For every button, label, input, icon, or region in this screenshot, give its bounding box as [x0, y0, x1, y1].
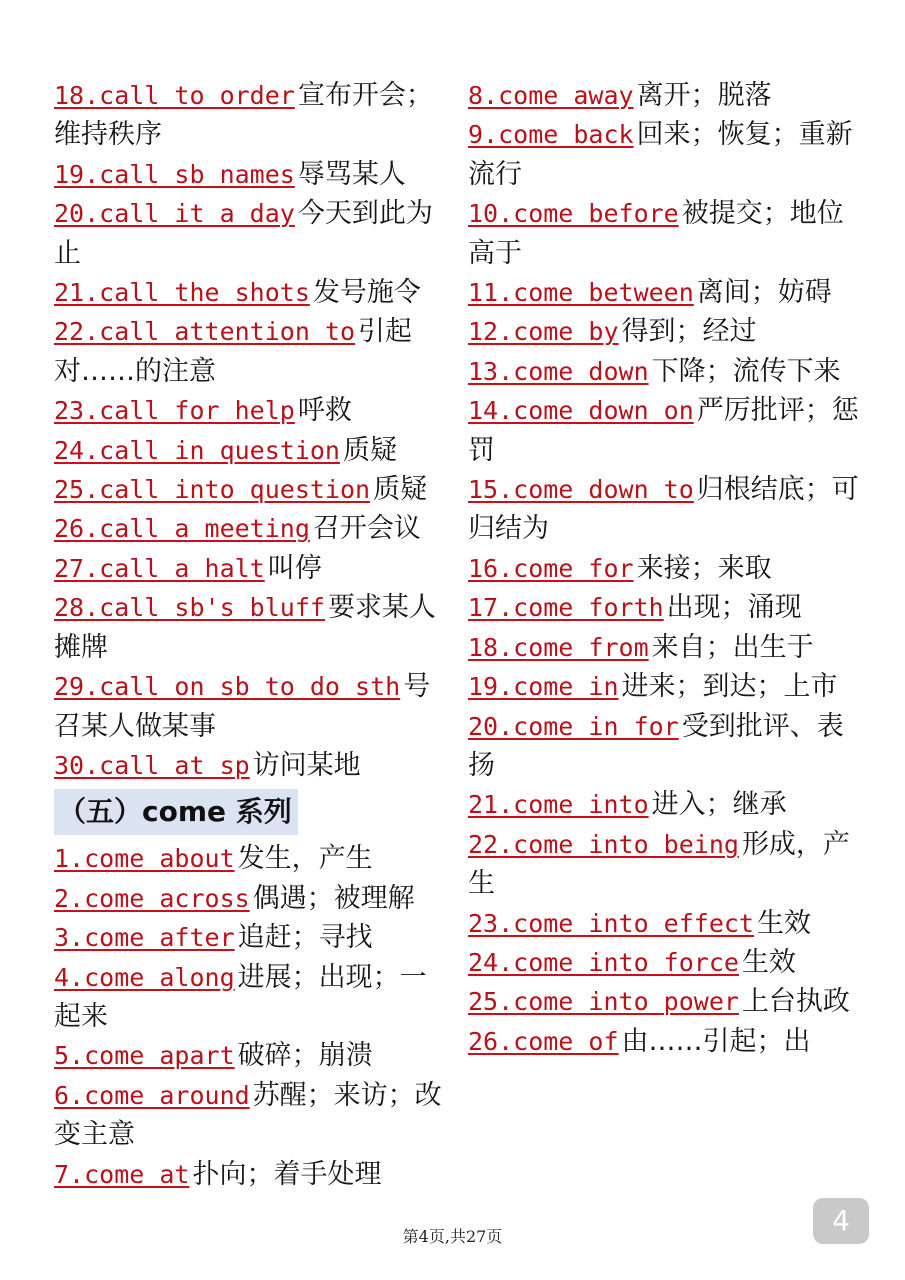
vocab-phrase: 3.come after [54, 923, 235, 953]
vocab-phrase: 13.come down [468, 356, 649, 386]
vocab-phrase: 11.come between [468, 278, 694, 308]
vocab-phrase: 10.come before [468, 199, 679, 229]
vocab-entry [468, 588, 860, 627]
section-heading-wrap [54, 785, 446, 839]
vocab-entry [54, 588, 446, 667]
vocab-entry [54, 391, 446, 430]
vocab-meaning: 生效 [741, 946, 796, 978]
page-footer: 第4页,共27页 [402, 1227, 503, 1246]
vocab-entry [468, 549, 860, 588]
section-heading: （五）come 系列 [54, 789, 298, 835]
vocab-meaning: 进展；出现；一起来 [54, 961, 427, 1032]
vocab-meaning: 出现；涌现 [666, 592, 802, 624]
vocab-entry [54, 76, 446, 155]
vocab-meaning: 严厉批评；惩罚 [468, 395, 859, 466]
vocab-meaning: 辱骂某人 [297, 158, 406, 190]
vocab-meaning: 叫停 [267, 552, 322, 584]
vocab-entry [54, 918, 446, 957]
vocab-phrase: 21.call the shots [54, 278, 310, 308]
vocab-phrase: 20.come in for [468, 711, 679, 741]
vocab-entry [54, 470, 446, 509]
vocab-entry [54, 273, 446, 312]
vocab-meaning: 追赶；寻找 [237, 922, 373, 954]
vocab-entry [468, 312, 860, 351]
vocab-phrase: 18.call to order [54, 81, 295, 110]
vocab-phrase: 27.call a halt [54, 553, 265, 583]
vocab-phrase: 22.come into being [468, 829, 739, 859]
vocab-meaning: 偶遇；被理解 [252, 882, 415, 914]
vocab-entry [54, 1036, 446, 1075]
vocab-entry [468, 707, 860, 786]
vocab-phrase: 23.call for help [54, 396, 295, 426]
vocab-meaning: 呼救 [297, 395, 352, 427]
vocab-entry [468, 982, 860, 1021]
vocab-phrase: 12.come by [468, 317, 619, 347]
vocab-entry [468, 1022, 860, 1061]
vocab-entry [54, 1076, 446, 1155]
vocab-entry [54, 155, 446, 194]
vocab-entry [54, 509, 446, 548]
vocab-entry [468, 825, 860, 904]
vocab-entry [468, 273, 860, 312]
vocab-phrase: 2.come across [54, 883, 250, 913]
vocab-meaning: 来自；出生于 [651, 631, 814, 663]
vocab-entry [468, 352, 860, 391]
vocab-phrase: 6.come around [54, 1080, 250, 1110]
vocab-meaning: 召开会议 [312, 513, 421, 545]
vocab-meaning: 破碎；崩溃 [237, 1040, 373, 1072]
page-number-badge: 4 [813, 1198, 869, 1244]
vocab-entry [468, 194, 860, 273]
vocab-phrase: 22.call attention to [54, 317, 356, 347]
vocab-phrase: 16.come for [468, 553, 634, 583]
vocab-entry [468, 76, 860, 115]
vocab-entry [54, 667, 446, 746]
vocab-meaning: 得到；经过 [621, 316, 757, 348]
vocab-phrase: 7.come at [54, 1159, 190, 1189]
vocab-phrase: 15.come down to [468, 475, 694, 505]
vocab-entry [54, 839, 446, 878]
vocab-phrase: 19.call sb names [54, 159, 295, 189]
vocab-phrase: 26.call a meeting [54, 514, 310, 544]
vocab-meaning: 引起对……的注意 [54, 316, 413, 387]
vocab-entry [54, 879, 446, 918]
vocab-meaning: 质疑 [342, 434, 397, 466]
vocab-meaning: 回来；恢复；重新流行 [468, 119, 853, 190]
vocab-phrase: 8.come away [468, 81, 634, 110]
vocab-phrase: 19.come in [468, 672, 619, 702]
vocab-phrase: 5.come apart [54, 1041, 235, 1071]
vocab-entry [54, 431, 446, 470]
vocab-meaning: 归根结底；可归结为 [468, 474, 859, 545]
vocab-phrase: 26.come of [468, 1026, 619, 1056]
vocab-meaning: 进来；到达；上市 [621, 671, 838, 703]
vocab-meaning: 被提交；地位高于 [468, 198, 844, 269]
vocab-phrase: 18.come from [468, 632, 649, 662]
vocab-meaning: 发生，产生 [237, 843, 373, 875]
vocab-meaning: 访问某地 [252, 749, 361, 781]
vocab-phrase: 20.call it a day [54, 199, 295, 229]
vocab-entry [54, 549, 446, 588]
come-phrase-list-right [468, 76, 860, 1061]
vocab-meaning: 由……引起；出 [621, 1025, 811, 1057]
come-phrase-list-left [54, 839, 446, 1194]
vocab-phrase: 24.call in question [54, 435, 340, 465]
vocab-meaning: 发号施令 [312, 277, 421, 309]
vocab-entry [468, 667, 860, 706]
vocab-meaning: 下降；流传下来 [651, 355, 841, 387]
vocab-meaning: 质疑 [373, 474, 428, 506]
vocab-phrase: 21.come into [468, 790, 649, 820]
vocab-meaning: 上台执政 [741, 986, 850, 1018]
vocab-meaning: 进入；继承 [651, 789, 787, 821]
vocab-entry [54, 312, 446, 391]
vocab-meaning: 离间；妨碍 [696, 277, 832, 309]
vocab-phrase: 23.come into effect [468, 908, 754, 938]
vocab-phrase: 1.come about [54, 844, 235, 874]
vocab-meaning: 宣布开会；维持秩序 [54, 80, 433, 151]
left-column [54, 76, 446, 1194]
vocab-entry [54, 194, 446, 273]
vocab-entry [468, 470, 860, 549]
vocab-meaning: 离开；脱落 [636, 80, 772, 111]
vocab-entry [468, 943, 860, 982]
vocab-meaning: 形成，产生 [468, 828, 850, 900]
vocab-entry [54, 958, 446, 1037]
vocab-entry [468, 628, 860, 667]
vocab-phrase: 25.call into question [54, 475, 371, 505]
vocab-entry [468, 785, 860, 824]
vocab-phrase: 24.come into force [468, 947, 739, 977]
vocab-phrase: 14.come down on [468, 396, 694, 426]
vocab-meaning: 号召某人做某事 [54, 671, 431, 742]
vocab-entry [54, 746, 446, 785]
vocab-entry [468, 391, 860, 470]
vocab-meaning: 今天到此为止 [54, 198, 433, 269]
vocab-entry [54, 1155, 446, 1194]
right-column [468, 76, 860, 1061]
vocab-phrase: 17.come forth [468, 593, 664, 623]
call-phrase-list [54, 76, 446, 785]
vocab-phrase: 28.call sb's bluff [54, 593, 325, 623]
vocab-meaning: 苏醒；来访；改变主意 [54, 1079, 442, 1151]
vocab-meaning: 要求某人摊牌 [54, 592, 436, 663]
vocab-phrase: 29.call on sb to do sth [54, 672, 401, 702]
vocab-meaning: 生效 [756, 907, 811, 939]
vocab-meaning: 来接；来取 [636, 552, 772, 584]
vocab-meaning: 受到批评、表扬 [468, 710, 844, 781]
vocab-entry [468, 115, 860, 194]
vocab-entry [468, 904, 860, 943]
vocab-phrase: 25.come into power [468, 987, 739, 1017]
vocab-phrase: 4.come along [54, 962, 235, 992]
vocab-phrase: 30.call at sp [54, 750, 250, 780]
vocab-phrase: 9.come back [468, 120, 634, 150]
vocab-meaning: 扑向；着手处理 [192, 1158, 382, 1190]
